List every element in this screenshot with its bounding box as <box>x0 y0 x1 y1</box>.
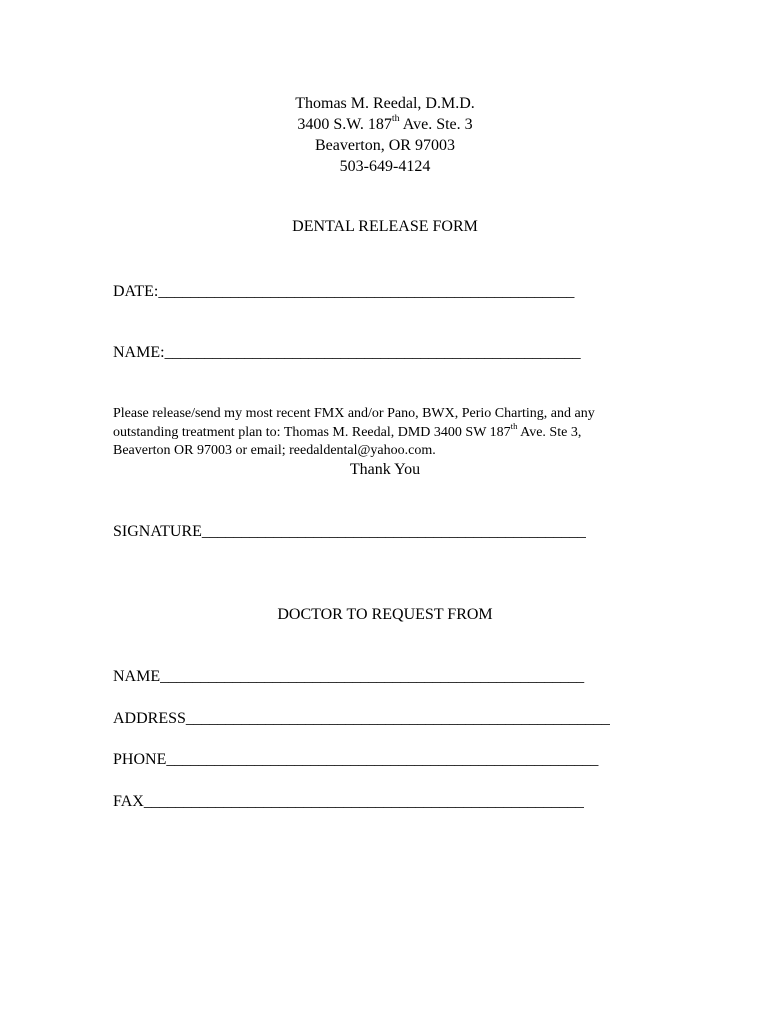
request-line-3: Beaverton OR 97003 or email; reedaldental@yahoo.com. <box>113 443 436 458</box>
signature-label: SIGNATURE <box>113 523 202 540</box>
date-blank-line[interactable]: ____________________________________________________ <box>158 283 575 300</box>
doctor-phone-label: PHONE <box>113 751 167 768</box>
date-label: DATE: <box>113 283 159 300</box>
doctor-address-blank-line[interactable]: _____________________________________________________ <box>185 710 610 727</box>
release-request-paragraph <box>113 405 673 461</box>
doctor-address-field[interactable] <box>113 710 610 728</box>
doctor-phone-blank-line[interactable]: ______________________________________________________ <box>166 751 599 768</box>
date-field[interactable] <box>113 283 574 301</box>
ordinal-suffix: th <box>510 420 518 431</box>
doctor-name-field[interactable] <box>113 668 584 686</box>
practice-address-line2: Beaverton, OR 97003 <box>315 137 455 154</box>
doctor-section-title: DOCTOR TO REQUEST FROM <box>277 606 493 623</box>
doctor-name-label: NAME <box>113 668 161 685</box>
doctor-fax-blank-line[interactable]: _______________________________________________________ <box>143 793 584 810</box>
request-line-2 <box>113 420 673 443</box>
practice-address-line1 <box>0 114 770 135</box>
ordinal-suffix: th <box>391 113 400 125</box>
form-title: DENTAL RELEASE FORM <box>292 218 478 235</box>
signature-field[interactable] <box>113 523 586 541</box>
doctor-fax-label: FAX <box>113 793 144 810</box>
doctor-phone-field[interactable] <box>113 751 598 769</box>
practice-phone: 503-649-4124 <box>339 158 431 175</box>
signature-blank-line[interactable]: ________________________________________________ <box>201 523 586 540</box>
patient-name-blank-line[interactable]: ____________________________________________________ <box>164 344 581 361</box>
patient-name-field[interactable] <box>113 344 581 362</box>
doctor-address-label: ADDRESS <box>113 710 186 727</box>
doctor-name-blank-line[interactable]: _____________________________________________________ <box>160 668 585 685</box>
address-street: 3400 S.W. 187 <box>297 116 392 133</box>
thank-you-text: Thank You <box>349 461 421 478</box>
practice-header <box>0 93 770 177</box>
request-line-1: Please release/send my most recent FMX and/or Pano, BWX, Perio Charting, and any <box>113 406 595 421</box>
request-line-2-suite: Ave. Ste 3, <box>517 424 582 440</box>
request-line-2-text: outstanding treatment plan to: Thomas M. Reedal, DMD 3400 SW 187 <box>113 424 511 440</box>
patient-name-label: NAME: <box>113 344 165 361</box>
doctor-name: Thomas M. Reedal, D.M.D. <box>295 95 475 112</box>
address-suite: Ave. Ste. 3 <box>399 116 473 133</box>
doctor-fax-field[interactable] <box>113 793 584 811</box>
